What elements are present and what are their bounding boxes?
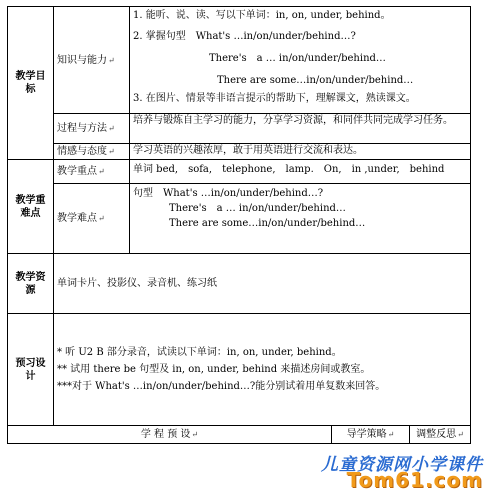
watermark-site-name: 儿童资源网小学课件 — [321, 455, 483, 475]
preview-line-1: * 听 U2 B 部分录音，试读以下单词：in, on, under, behind。 — [57, 347, 342, 358]
process-method-content: 培养与锻炼自主学习的能力，分享学习资源，和同伴共同完成学习任务。 — [130, 114, 471, 144]
preview-line-2: ** 试用 there be 句型及 in, on, under, behind 来描述房间或教室。 — [57, 364, 371, 375]
footer-guide-strategy: 导学策略↵ — [332, 426, 410, 444]
objective-line-5: 3. 在图片、情景等非语言提示的帮助下，理解课文，熟读课文。 — [133, 93, 416, 104]
preview-line-3: ***对于 What's …in/on/under/behind…?能分别试着用单复数来回答。 — [57, 381, 386, 392]
knowledge-ability-label: 知识与能力↵ — [54, 7, 130, 114]
objective-line-2: 2. 掌握句型 What's …in/on/under/behind…? — [133, 31, 356, 42]
section-preview-label: 预习设计 — [8, 314, 54, 426]
objective-line-1: 1. 能听、说、读、写以下单词：in, on, under, behind。 — [133, 10, 391, 21]
knowledge-ability-content — [130, 7, 471, 114]
objective-line-3: There's a … in/on/under/behind… — [209, 53, 386, 64]
key-point-content: 单词 bed, sofa, telephone, lamp. On, in ,under, behind — [130, 160, 471, 184]
hard-point-content — [130, 184, 471, 254]
section-resources-label: 教学资源 — [8, 254, 54, 314]
emotion-attitude-content: 学习英语的兴趣浓厚，敢于用英语进行交流和表达。 — [130, 144, 471, 160]
section-objectives-label: 教学目标 — [8, 7, 54, 160]
emotion-attitude-label: 情感与态度↵ — [54, 144, 130, 160]
hard-line-1: 句型 What's …in/on/under/behind…? — [133, 188, 324, 199]
preview-content — [54, 314, 471, 426]
section-difficulty-label: 教学重难点 — [8, 160, 54, 254]
hard-line-2: There's a … in/on/under/behind… — [169, 203, 346, 214]
hard-point-label: 教学难点↵ — [54, 184, 130, 254]
watermark-logo: Tom61.com — [346, 468, 483, 492]
footer-course-preset: 学 程 预 设↵ — [8, 426, 332, 444]
process-method-label: 过程与方法↵ — [54, 114, 130, 144]
hard-line-3: There are some…in/on/under/behind… — [169, 218, 366, 229]
lesson-plan-table — [7, 6, 471, 444]
footer-adjust-reflect: 调整反思↵ — [410, 426, 471, 444]
resources-content: 单词卡片、投影仪、录音机、练习纸 — [54, 254, 471, 314]
objective-line-4: There are some…in/on/under/behind… — [217, 75, 414, 86]
key-point-label: 教学重点↵ — [54, 160, 130, 184]
